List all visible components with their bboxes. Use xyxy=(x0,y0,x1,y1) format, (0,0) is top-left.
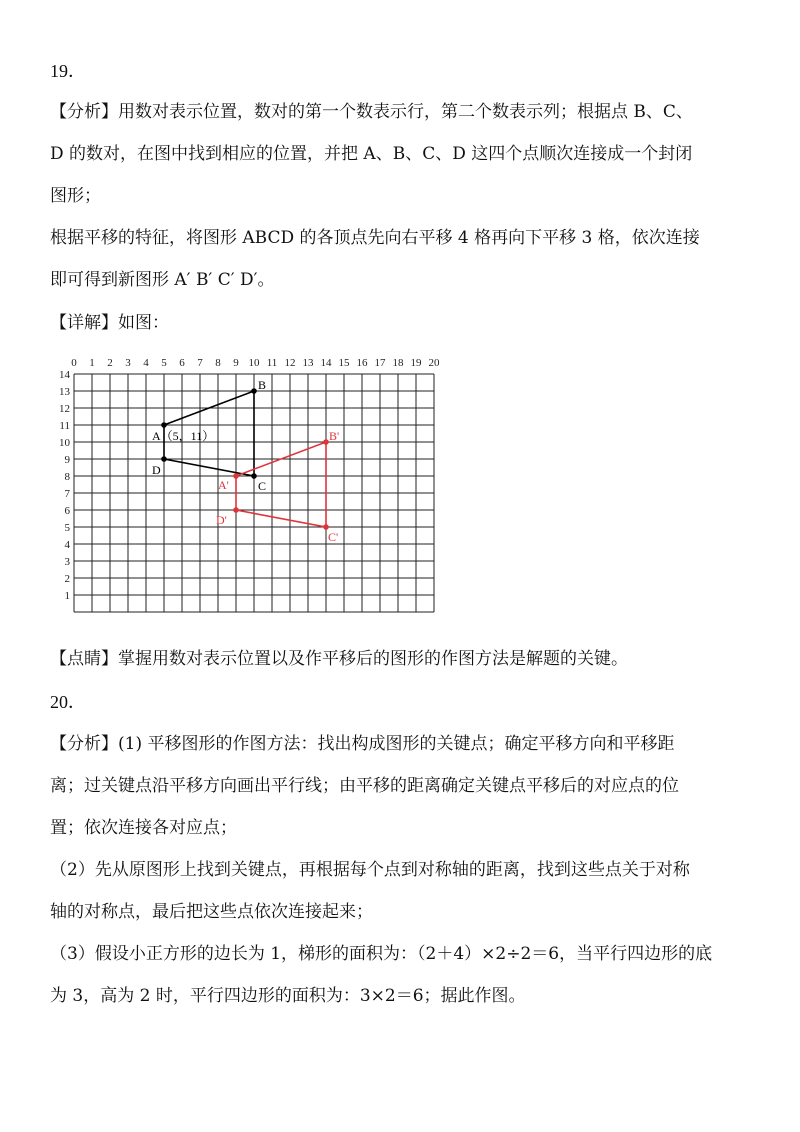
q20-line2: 离；过关键点沿平移方向画出平行线；由平移的距离确定关键点平移后的对应点的位 xyxy=(50,776,679,796)
q20-line3: 置；依次连接各对应点； xyxy=(50,818,237,838)
x-tick-label: 6 xyxy=(179,357,185,369)
x-tick-label: 20 xyxy=(428,357,440,369)
y-tick-label: 7 xyxy=(64,488,70,500)
q19-analysis-line4: 根据平移的特征，将图形 ABCD 的各顶点先向右平移 4 格再向下平移 3 格，依次连接 xyxy=(50,228,700,248)
q20-number: 20． xyxy=(50,692,86,712)
x-tick-label: 18 xyxy=(392,357,404,369)
y-tick-label: 10 xyxy=(59,437,70,449)
point-B-prime xyxy=(323,439,329,445)
x-tick-label: 1 xyxy=(89,357,95,369)
y-tick-label: 1 xyxy=(64,590,70,602)
x-tick-label: 2 xyxy=(107,357,113,369)
x-tick-label: 14 xyxy=(320,357,332,369)
x-tick-label: 12 xyxy=(284,357,296,369)
label-C: C xyxy=(258,479,267,493)
q19-number: 19． xyxy=(50,61,86,81)
x-tick-label: 15 xyxy=(338,357,350,369)
q19-analysis-line3: 图形； xyxy=(50,186,101,206)
point-C xyxy=(251,473,257,479)
q19-analysis-line5: 即可得到新图形 A′ B′ C′ D′。 xyxy=(50,270,275,290)
y-tick-label: 11 xyxy=(59,420,70,432)
point-A xyxy=(161,422,167,428)
point-D-prime xyxy=(233,507,239,513)
point-D xyxy=(161,456,167,462)
label-C-prime: C' xyxy=(328,530,339,544)
coordinate-grid-figure xyxy=(40,352,460,622)
x-tick-label: 0 xyxy=(71,357,77,369)
y-tick-label: 13 xyxy=(59,386,70,398)
y-tick-label: 9 xyxy=(64,454,70,466)
y-tick-label: 8 xyxy=(64,471,70,483)
q20-line1: 【分析】(1) 平移图形的作图方法：找出构成图形的关键点；确定平移方向和平移距 xyxy=(50,734,675,754)
x-tick-label: 8 xyxy=(215,357,221,369)
label-B: B xyxy=(258,378,267,392)
label-D: D xyxy=(152,463,161,477)
y-tick-label: 6 xyxy=(64,505,70,517)
q20-line5: 轴的对称点，最后把这些点依次连接起来； xyxy=(50,902,373,922)
q19-analysis-line2: D 的数对，在图中找到相应的位置，并把 A、B、C、D 这四个点顺次连接成一个封闭 xyxy=(50,144,693,164)
x-tick-label: 16 xyxy=(356,357,368,369)
translated-quadrilateral xyxy=(236,442,326,527)
label-A: A（5，11） xyxy=(152,429,215,443)
x-tick-label: 9 xyxy=(233,357,239,369)
y-tick-label: 4 xyxy=(64,539,70,551)
x-tick-label: 7 xyxy=(197,357,203,369)
x-tick-label: 5 xyxy=(161,357,167,369)
q20-line6: （3）假设小正方形的边长为 1，梯形的面积为：（2＋4）×2÷2＝6，当平行四边形的底 xyxy=(50,944,713,964)
y-tick-label: 14 xyxy=(59,369,70,381)
q20-line4: （2）先从原图形上找到关键点，再根据每个点到对称轴的距离，找到这些点关于对称 xyxy=(50,860,690,880)
point-B xyxy=(251,388,257,394)
q19-analysis-line1: 【分析】用数对表示位置，数对的第一个数表示行，第二个数表示列；根据点 B、C、 xyxy=(50,102,693,122)
x-tick-label: 10 xyxy=(248,357,260,369)
x-tick-label: 13 xyxy=(302,357,314,369)
x-tick-label: 3 xyxy=(125,357,131,369)
q19-comment: 【点睛】掌握用数对表示位置以及作平移后的图形的作图方法是解题的关键。 xyxy=(50,649,628,669)
y-tick-label: 3 xyxy=(64,556,70,568)
x-tick-label: 17 xyxy=(374,357,386,369)
q19-detail: 【详解】如图： xyxy=(50,313,169,333)
y-tick-label: 12 xyxy=(59,403,70,415)
q20-line7: 为 3，高为 2 时，平行四边形的面积为：3×2＝6；据此作图。 xyxy=(50,986,526,1006)
label-A-prime: A' xyxy=(218,478,229,492)
x-tick-label: 4 xyxy=(143,357,149,369)
point-C-prime xyxy=(323,524,329,530)
y-tick-label: 5 xyxy=(64,522,70,534)
label-D-prime: D' xyxy=(216,513,227,527)
x-tick-label: 19 xyxy=(410,357,422,369)
y-tick-label: 2 xyxy=(64,573,70,585)
label-B-prime: B' xyxy=(329,429,340,443)
x-tick-label: 11 xyxy=(266,357,278,369)
point-A-prime xyxy=(233,473,239,479)
